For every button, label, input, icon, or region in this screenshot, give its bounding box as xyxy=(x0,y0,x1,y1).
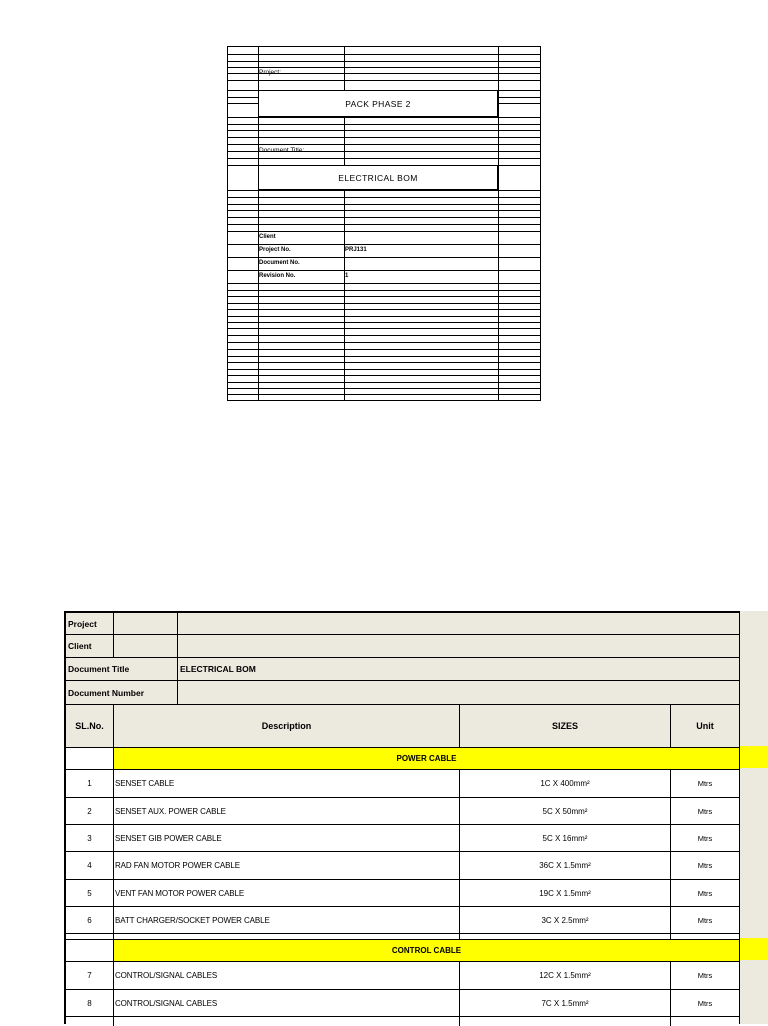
cover-row-line xyxy=(228,362,540,363)
row-unit: Mtrs xyxy=(670,880,739,906)
cover-row-line xyxy=(228,210,540,211)
cover-document-title: ELECTRICAL BOM xyxy=(338,172,418,183)
row-description: SENSET AUX. POWER CABLE xyxy=(113,798,459,824)
row-description: CONTROL/SIGNAL CABLES xyxy=(113,962,459,989)
table-row xyxy=(66,770,739,798)
cover-sheet xyxy=(227,46,541,401)
cover-row-line xyxy=(228,197,540,198)
cover-project-name-box xyxy=(258,90,498,117)
spacer-cell xyxy=(66,934,113,939)
cover-project-no-value: PRJ131 xyxy=(345,247,367,253)
header-sl-no: SL.No. xyxy=(66,705,113,747)
table-row xyxy=(66,880,739,907)
row-sl-no: 5 xyxy=(87,888,92,898)
row-unit: Mtrs xyxy=(670,825,739,851)
section-title: CONTROL CABLE xyxy=(113,940,739,961)
cover-row-line xyxy=(228,117,540,118)
row-sl-no: 3 xyxy=(87,833,92,843)
section-highlight-control xyxy=(740,938,768,960)
bom-header-row xyxy=(66,705,739,748)
spacer-cell xyxy=(670,934,739,939)
cover-document-title-label: Document Title: xyxy=(259,147,305,154)
cover-document-title-box xyxy=(258,165,498,190)
row-unit: Mtrs xyxy=(670,907,739,933)
row-sl-no: 2 xyxy=(87,806,92,816)
bom-meta-row-client xyxy=(66,635,739,658)
spacer-cell xyxy=(670,1017,739,1026)
cover-row-line xyxy=(228,316,540,317)
row-description: CONTROL/SIGNAL CABLES xyxy=(113,990,459,1016)
cover-row-line xyxy=(228,382,540,383)
section-row-control-cable xyxy=(66,940,739,962)
row-size: 7C X 1.5mm² xyxy=(459,990,670,1016)
cover-row-line xyxy=(228,257,540,258)
row-size: 12C X 1.5mm² xyxy=(459,962,670,989)
spacer-cell xyxy=(113,934,459,939)
cover-revision-no-label: Revision No. xyxy=(259,273,296,279)
cover-row-line xyxy=(228,309,540,310)
spacer-cell xyxy=(459,1017,670,1026)
row-description: SENSET GIB POWER CABLE xyxy=(113,825,459,851)
row-unit: Mtrs xyxy=(670,852,739,879)
row-sl-no: 6 xyxy=(87,915,92,925)
table-row xyxy=(66,798,739,825)
row-description: VENT FAN MOTOR POWER CABLE xyxy=(113,880,459,906)
row-size: 5C X 16mm² xyxy=(459,825,670,851)
cover-row-line xyxy=(228,270,540,271)
bom-meta-row-project xyxy=(66,613,739,635)
row-unit: Mtrs xyxy=(670,798,739,824)
cover-row-line xyxy=(228,303,540,304)
header-unit: Unit xyxy=(670,705,739,747)
cover-row-line xyxy=(228,328,540,329)
section-row-power-cable xyxy=(66,748,739,770)
table-row xyxy=(66,962,739,990)
row-description: BATT CHARGER/SOCKET POWER CABLE xyxy=(113,907,459,933)
row-unit: Mtrs xyxy=(670,990,739,1016)
cover-project-no-label: Project No. xyxy=(259,247,291,253)
bom-meta-spacer xyxy=(113,613,177,634)
cover-row-line xyxy=(228,158,540,159)
row-description: SENSET CABLE xyxy=(113,770,459,797)
cover-row-line xyxy=(228,54,540,55)
bom-meta-value: ELECTRICAL BOM xyxy=(177,658,739,680)
row-size: 3C X 2.5mm² xyxy=(459,907,670,933)
row-unit: Mtrs xyxy=(670,770,739,797)
table-row xyxy=(66,852,739,880)
bom-meta-label: Client xyxy=(66,635,113,657)
row-unit: Mtrs xyxy=(670,962,739,989)
bom-meta-value xyxy=(177,681,739,704)
table-row xyxy=(66,907,739,934)
cover-row-line xyxy=(228,67,540,68)
spacer-cell xyxy=(459,934,670,939)
cover-row-line xyxy=(228,217,540,218)
bom-table xyxy=(64,611,740,1024)
cover-row-line xyxy=(228,388,540,389)
cover-row-line xyxy=(228,190,540,191)
bom-meta-value xyxy=(177,635,739,657)
cover-row-line xyxy=(228,144,540,145)
row-size: 5C X 50mm² xyxy=(459,798,670,824)
spacer-cell xyxy=(66,1017,113,1026)
row-size: 19C X 1.5mm² xyxy=(459,880,670,906)
table-row xyxy=(66,990,739,1017)
section-blank-cell xyxy=(66,748,113,769)
row-sl-no: 4 xyxy=(87,861,92,870)
cover-row-line xyxy=(228,130,540,131)
cover-row-line xyxy=(228,244,540,245)
row-sl-no: 7 xyxy=(87,971,92,980)
cover-row-line xyxy=(228,342,540,343)
table-row xyxy=(66,825,739,852)
cover-row-line xyxy=(228,61,540,62)
section-highlight-power xyxy=(740,746,768,768)
spacer-cell xyxy=(113,1017,459,1026)
bom-meta-label: Document Title xyxy=(66,658,177,680)
section-blank-cell xyxy=(66,940,113,961)
row-sl-no: 1 xyxy=(87,779,92,788)
cover-row-line xyxy=(228,124,540,125)
row-size: 1C X 400mm² xyxy=(459,770,670,797)
cover-row-line xyxy=(228,80,540,81)
bom-meta-label: Project xyxy=(66,613,113,634)
row-sl-no: 8 xyxy=(87,998,92,1008)
cover-project-name: PACK PHASE 2 xyxy=(345,98,411,109)
bom-meta-value xyxy=(177,613,739,634)
cover-row-line xyxy=(228,204,540,205)
row-size: 36C X 1.5mm² xyxy=(459,852,670,879)
header-description: Description xyxy=(113,705,459,747)
cover-row-line xyxy=(228,349,540,350)
cover-row-line xyxy=(228,231,540,232)
cover-row-line xyxy=(228,224,540,225)
header-sizes: SIZES xyxy=(459,705,670,747)
cover-client-label: Client xyxy=(259,234,276,240)
cover-row-line xyxy=(228,394,540,395)
bom-meta-row-document-number xyxy=(66,681,739,705)
cover-row-line xyxy=(228,356,540,357)
cover-row-line xyxy=(228,296,540,297)
bom-meta-label: Document Number xyxy=(66,681,177,704)
cover-document-no-label: Document No. xyxy=(259,260,300,266)
cover-revision-no-value: 1 xyxy=(345,273,349,279)
cover-row-line xyxy=(228,375,540,376)
cover-row-line xyxy=(228,290,540,291)
bom-right-margin xyxy=(740,611,768,1024)
cover-project-label: Project: xyxy=(259,69,282,76)
bom-meta-spacer xyxy=(113,635,177,657)
cover-row-line xyxy=(228,283,540,284)
cover-row-line xyxy=(228,322,540,323)
cover-row-line xyxy=(228,137,540,138)
section-title: POWER CABLE xyxy=(113,748,739,769)
row-description: RAD FAN MOTOR POWER CABLE xyxy=(113,852,459,879)
bom-meta-row-document-title xyxy=(66,658,739,681)
cover-row-line xyxy=(228,335,540,336)
cover-row-line xyxy=(228,369,540,370)
table-row-partial xyxy=(66,1017,739,1026)
